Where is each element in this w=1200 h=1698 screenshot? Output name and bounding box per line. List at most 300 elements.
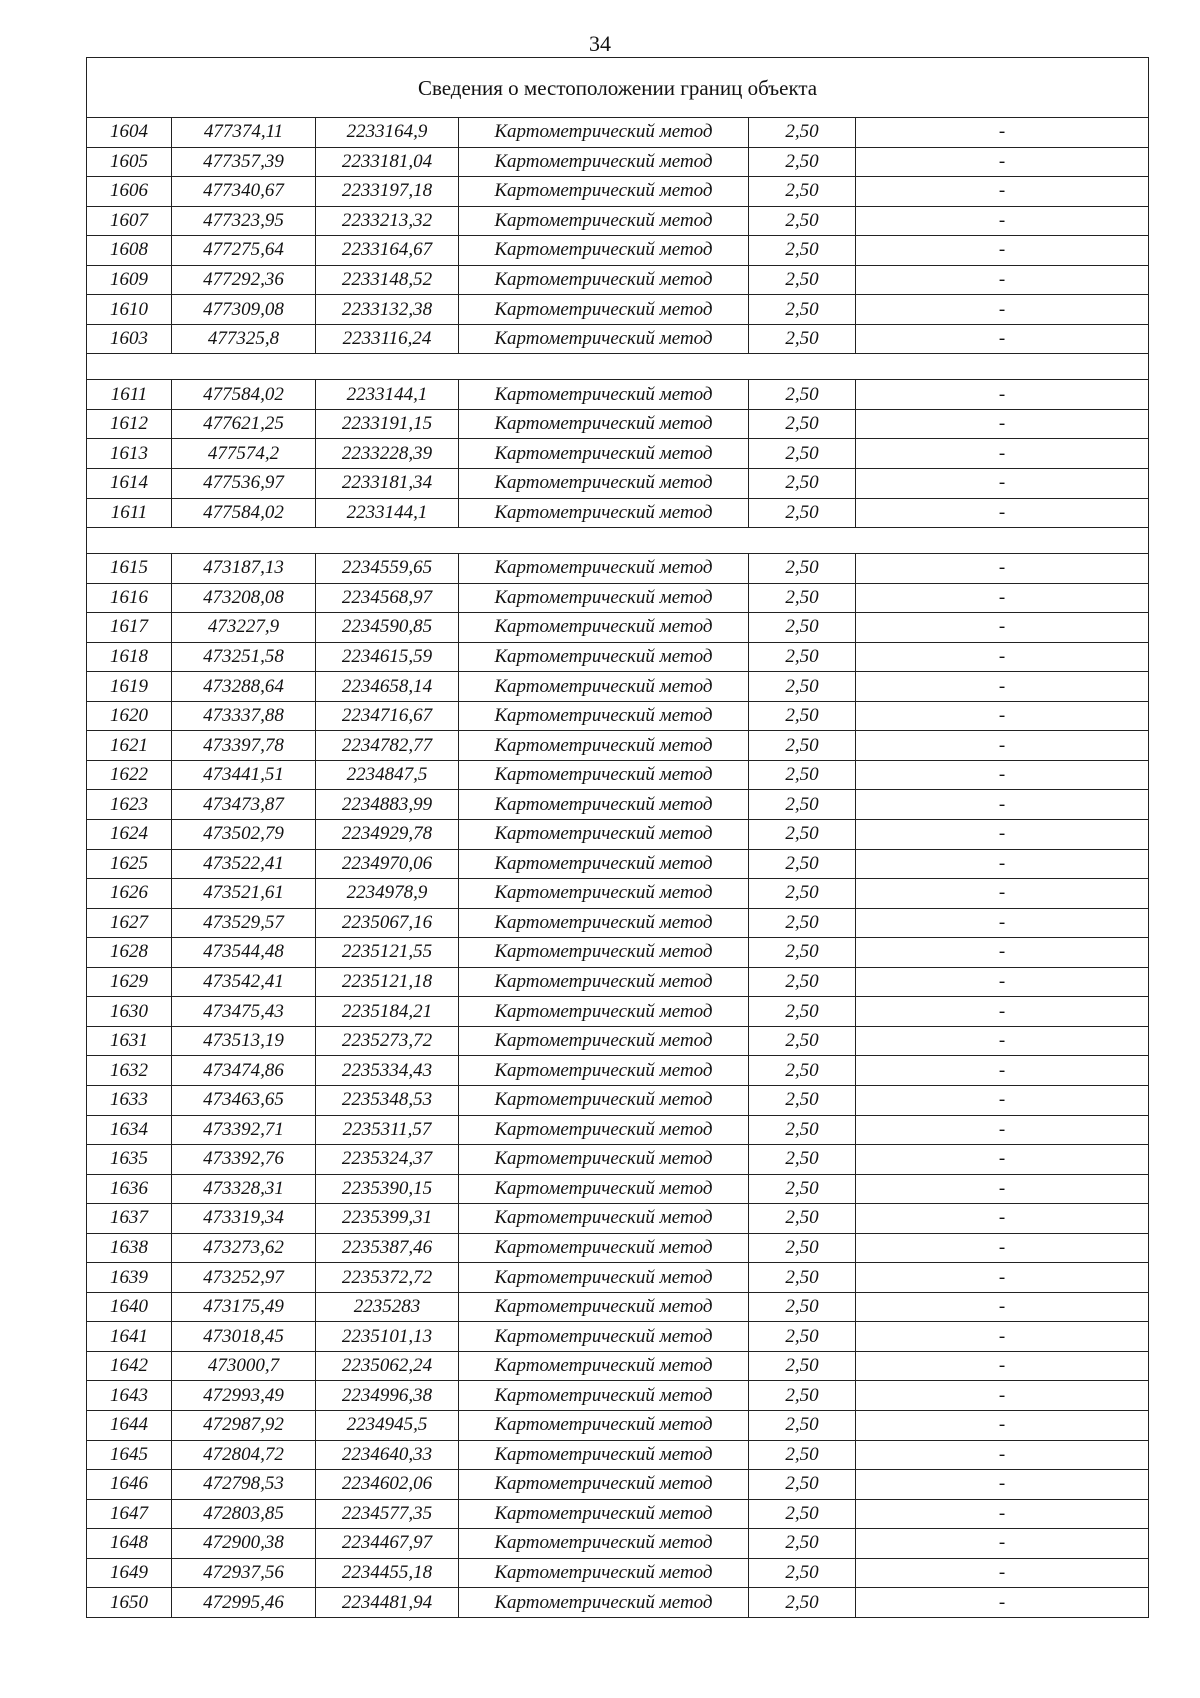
method-cell: Картометрический метод: [459, 1499, 749, 1529]
y-coordinate-cell: 2234883,99: [316, 790, 459, 820]
accuracy-cell: 2,50: [749, 409, 856, 439]
method-cell: Картометрический метод: [459, 1233, 749, 1263]
table-row: [87, 409, 1149, 439]
table-row: [87, 324, 1149, 354]
x-coordinate-cell: 473337,88: [172, 701, 316, 731]
description-cell: -: [856, 760, 1149, 790]
x-coordinate-cell: 473288,64: [172, 672, 316, 702]
x-coordinate-cell: 477621,25: [172, 409, 316, 439]
description-cell: -: [856, 439, 1149, 469]
method-cell: Картометрический метод: [459, 1440, 749, 1470]
x-coordinate-cell: 477374,11: [172, 118, 316, 148]
y-coordinate-cell: 2233213,32: [316, 206, 459, 236]
accuracy-cell: 2,50: [749, 820, 856, 850]
description-cell: -: [856, 147, 1149, 177]
x-coordinate-cell: 473463,65: [172, 1085, 316, 1115]
description-cell: -: [856, 1115, 1149, 1145]
boundary-coordinates-table: [86, 57, 1149, 1618]
table-row: [87, 613, 1149, 643]
y-coordinate-cell: 2235121,55: [316, 938, 459, 968]
y-coordinate-cell: 2233132,38: [316, 295, 459, 325]
table-row: [87, 1263, 1149, 1293]
table-row: [87, 790, 1149, 820]
point-number-cell: 1630: [87, 997, 172, 1027]
method-cell: Картометрический метод: [459, 1588, 749, 1618]
table-title: Сведения о местоположении границ объекта: [87, 58, 1149, 118]
description-cell: -: [856, 672, 1149, 702]
method-cell: Картометрический метод: [459, 1410, 749, 1440]
accuracy-cell: 2,50: [749, 967, 856, 997]
accuracy-cell: 2,50: [749, 206, 856, 236]
point-number-cell: 1650: [87, 1588, 172, 1618]
y-coordinate-cell: 2233228,39: [316, 439, 459, 469]
description-cell: -: [856, 1381, 1149, 1411]
x-coordinate-cell: 477292,36: [172, 265, 316, 295]
y-coordinate-cell: 2233116,24: [316, 324, 459, 354]
method-cell: Картометрический метод: [459, 324, 749, 354]
x-coordinate-cell: 473328,31: [172, 1174, 316, 1204]
table-row: [87, 1292, 1149, 1322]
table-row: [87, 295, 1149, 325]
description-cell: -: [856, 498, 1149, 528]
accuracy-cell: 2,50: [749, 177, 856, 207]
point-number-cell: 1647: [87, 1499, 172, 1529]
accuracy-cell: 2,50: [749, 380, 856, 410]
table-row: [87, 820, 1149, 850]
x-coordinate-cell: 473000,7: [172, 1351, 316, 1381]
table-row: [87, 701, 1149, 731]
x-coordinate-cell: 473474,86: [172, 1056, 316, 1086]
method-cell: Картометрический метод: [459, 118, 749, 148]
table-row: [87, 1351, 1149, 1381]
description-cell: -: [856, 324, 1149, 354]
point-number-cell: 1635: [87, 1145, 172, 1175]
table-row: [87, 177, 1149, 207]
description-cell: -: [856, 380, 1149, 410]
description-cell: -: [856, 1470, 1149, 1500]
table-row: [87, 1381, 1149, 1411]
y-coordinate-cell: 2235273,72: [316, 1026, 459, 1056]
point-number-cell: 1616: [87, 583, 172, 613]
description-cell: -: [856, 790, 1149, 820]
table-row: [87, 997, 1149, 1027]
point-number-cell: 1634: [87, 1115, 172, 1145]
table-row: [87, 1529, 1149, 1559]
point-number-cell: 1636: [87, 1174, 172, 1204]
method-cell: Картометрический метод: [459, 1558, 749, 1588]
y-coordinate-cell: 2235283: [316, 1292, 459, 1322]
point-number-cell: 1648: [87, 1529, 172, 1559]
y-coordinate-cell: 2235399,31: [316, 1204, 459, 1234]
y-coordinate-cell: 2234716,67: [316, 701, 459, 731]
table-row: [87, 118, 1149, 148]
y-coordinate-cell: 2234640,33: [316, 1440, 459, 1470]
table-row: [87, 1145, 1149, 1175]
x-coordinate-cell: 473251,58: [172, 642, 316, 672]
description-cell: -: [856, 469, 1149, 499]
method-cell: Картометрический метод: [459, 790, 749, 820]
description-cell: -: [856, 177, 1149, 207]
separator-row: [87, 354, 1149, 380]
method-cell: Картометрический метод: [459, 731, 749, 761]
method-cell: Картометрический метод: [459, 967, 749, 997]
table-row: [87, 1322, 1149, 1352]
y-coordinate-cell: 2235334,43: [316, 1056, 459, 1086]
description-cell: -: [856, 409, 1149, 439]
table-row: [87, 879, 1149, 909]
table-row: [87, 849, 1149, 879]
y-coordinate-cell: 2235184,21: [316, 997, 459, 1027]
x-coordinate-cell: 477584,02: [172, 380, 316, 410]
description-cell: -: [856, 879, 1149, 909]
accuracy-cell: 2,50: [749, 1529, 856, 1559]
x-coordinate-cell: 473542,41: [172, 967, 316, 997]
method-cell: Картометрический метод: [459, 820, 749, 850]
point-number-cell: 1620: [87, 701, 172, 731]
description-cell: -: [856, 206, 1149, 236]
table-row: [87, 642, 1149, 672]
method-cell: Картометрический метод: [459, 1381, 749, 1411]
method-cell: Картометрический метод: [459, 879, 749, 909]
table-row: [87, 1026, 1149, 1056]
method-cell: Картометрический метод: [459, 997, 749, 1027]
point-number-cell: 1644: [87, 1410, 172, 1440]
y-coordinate-cell: 2234559,65: [316, 554, 459, 584]
description-cell: -: [856, 295, 1149, 325]
accuracy-cell: 2,50: [749, 1499, 856, 1529]
y-coordinate-cell: 2235311,57: [316, 1115, 459, 1145]
accuracy-cell: 2,50: [749, 583, 856, 613]
point-number-cell: 1603: [87, 324, 172, 354]
description-cell: -: [856, 1085, 1149, 1115]
accuracy-cell: 2,50: [749, 324, 856, 354]
method-cell: Картометрический метод: [459, 380, 749, 410]
x-coordinate-cell: 473227,9: [172, 613, 316, 643]
accuracy-cell: 2,50: [749, 1145, 856, 1175]
accuracy-cell: 2,50: [749, 265, 856, 295]
method-cell: Картометрический метод: [459, 469, 749, 499]
method-cell: Картометрический метод: [459, 206, 749, 236]
point-number-cell: 1632: [87, 1056, 172, 1086]
description-cell: -: [856, 1440, 1149, 1470]
y-coordinate-cell: 2234929,78: [316, 820, 459, 850]
accuracy-cell: 2,50: [749, 1381, 856, 1411]
separator-cell: [87, 354, 1149, 380]
point-number-cell: 1641: [87, 1322, 172, 1352]
point-number-cell: 1611: [87, 380, 172, 410]
page-number: 34: [589, 31, 611, 56]
description-cell: -: [856, 265, 1149, 295]
table-row: [87, 1588, 1149, 1618]
accuracy-cell: 2,50: [749, 613, 856, 643]
y-coordinate-cell: 2234782,77: [316, 731, 459, 761]
x-coordinate-cell: 473392,76: [172, 1145, 316, 1175]
accuracy-cell: 2,50: [749, 938, 856, 968]
table-row: [87, 908, 1149, 938]
y-coordinate-cell: 2234978,9: [316, 879, 459, 909]
point-number-cell: 1624: [87, 820, 172, 850]
table-row: [87, 1499, 1149, 1529]
point-number-cell: 1609: [87, 265, 172, 295]
accuracy-cell: 2,50: [749, 731, 856, 761]
accuracy-cell: 2,50: [749, 236, 856, 266]
y-coordinate-cell: 2235372,72: [316, 1263, 459, 1293]
y-coordinate-cell: 2234996,38: [316, 1381, 459, 1411]
accuracy-cell: 2,50: [749, 849, 856, 879]
x-coordinate-cell: 473208,08: [172, 583, 316, 613]
description-cell: -: [856, 1263, 1149, 1293]
x-coordinate-cell: 477357,39: [172, 147, 316, 177]
accuracy-cell: 2,50: [749, 1440, 856, 1470]
table-title-row: [87, 58, 1149, 118]
description-cell: -: [856, 1056, 1149, 1086]
accuracy-cell: 2,50: [749, 1322, 856, 1352]
point-number-cell: 1625: [87, 849, 172, 879]
table-row: [87, 1470, 1149, 1500]
description-cell: -: [856, 1026, 1149, 1056]
method-cell: Картометрический метод: [459, 701, 749, 731]
accuracy-cell: 2,50: [749, 1026, 856, 1056]
point-number-cell: 1627: [87, 908, 172, 938]
accuracy-cell: 2,50: [749, 997, 856, 1027]
y-coordinate-cell: 2234602,06: [316, 1470, 459, 1500]
y-coordinate-cell: 2234577,35: [316, 1499, 459, 1529]
description-cell: -: [856, 613, 1149, 643]
accuracy-cell: 2,50: [749, 1204, 856, 1234]
description-cell: -: [856, 1410, 1149, 1440]
y-coordinate-cell: 2234615,59: [316, 642, 459, 672]
x-coordinate-cell: 472804,72: [172, 1440, 316, 1470]
accuracy-cell: 2,50: [749, 469, 856, 499]
table-row: [87, 1558, 1149, 1588]
separator-row: [87, 528, 1149, 554]
x-coordinate-cell: 473473,87: [172, 790, 316, 820]
accuracy-cell: 2,50: [749, 1558, 856, 1588]
x-coordinate-cell: 472900,38: [172, 1529, 316, 1559]
method-cell: Картометрический метод: [459, 1263, 749, 1293]
x-coordinate-cell: 473273,62: [172, 1233, 316, 1263]
accuracy-cell: 2,50: [749, 1233, 856, 1263]
method-cell: Картометрический метод: [459, 760, 749, 790]
x-coordinate-cell: 473319,34: [172, 1204, 316, 1234]
x-coordinate-cell: 473513,19: [172, 1026, 316, 1056]
point-number-cell: 1622: [87, 760, 172, 790]
method-cell: Картометрический метод: [459, 1351, 749, 1381]
table-row: [87, 265, 1149, 295]
description-cell: -: [856, 1174, 1149, 1204]
accuracy-cell: 2,50: [749, 790, 856, 820]
y-coordinate-cell: 2234658,14: [316, 672, 459, 702]
table-row: [87, 760, 1149, 790]
table-row: [87, 498, 1149, 528]
method-cell: Картометрический метод: [459, 672, 749, 702]
method-cell: Картометрический метод: [459, 265, 749, 295]
description-cell: -: [856, 118, 1149, 148]
point-number-cell: 1640: [87, 1292, 172, 1322]
description-cell: -: [856, 820, 1149, 850]
table-body: [87, 58, 1149, 1618]
method-cell: Картометрический метод: [459, 554, 749, 584]
description-cell: -: [856, 236, 1149, 266]
y-coordinate-cell: 2234847,5: [316, 760, 459, 790]
method-cell: Картометрический метод: [459, 1115, 749, 1145]
description-cell: -: [856, 908, 1149, 938]
accuracy-cell: 2,50: [749, 701, 856, 731]
y-coordinate-cell: 2235387,46: [316, 1233, 459, 1263]
y-coordinate-cell: 2235101,13: [316, 1322, 459, 1352]
point-number-cell: 1646: [87, 1470, 172, 1500]
accuracy-cell: 2,50: [749, 1263, 856, 1293]
separator-cell: [87, 528, 1149, 554]
point-number-cell: 1629: [87, 967, 172, 997]
y-coordinate-cell: 2233144,1: [316, 380, 459, 410]
description-cell: -: [856, 849, 1149, 879]
x-coordinate-cell: 477574,2: [172, 439, 316, 469]
x-coordinate-cell: 477536,97: [172, 469, 316, 499]
point-number-cell: 1639: [87, 1263, 172, 1293]
method-cell: Картометрический метод: [459, 1322, 749, 1352]
x-coordinate-cell: 473502,79: [172, 820, 316, 850]
x-coordinate-cell: 472993,49: [172, 1381, 316, 1411]
y-coordinate-cell: 2233197,18: [316, 177, 459, 207]
method-cell: Картометрический метод: [459, 236, 749, 266]
table-row: [87, 967, 1149, 997]
method-cell: Картометрический метод: [459, 177, 749, 207]
accuracy-cell: 2,50: [749, 147, 856, 177]
table-row: [87, 1115, 1149, 1145]
method-cell: Картометрический метод: [459, 498, 749, 528]
point-number-cell: 1637: [87, 1204, 172, 1234]
accuracy-cell: 2,50: [749, 672, 856, 702]
table-row: [87, 1410, 1149, 1440]
y-coordinate-cell: 2233181,34: [316, 469, 459, 499]
point-number-cell: 1643: [87, 1381, 172, 1411]
table-row: [87, 206, 1149, 236]
x-coordinate-cell: 477323,95: [172, 206, 316, 236]
accuracy-cell: 2,50: [749, 879, 856, 909]
y-coordinate-cell: 2233144,1: [316, 498, 459, 528]
y-coordinate-cell: 2235062,24: [316, 1351, 459, 1381]
y-coordinate-cell: 2235324,37: [316, 1145, 459, 1175]
description-cell: -: [856, 1292, 1149, 1322]
method-cell: Картометрический метод: [459, 908, 749, 938]
point-number-cell: 1626: [87, 879, 172, 909]
x-coordinate-cell: 473475,43: [172, 997, 316, 1027]
description-cell: -: [856, 1529, 1149, 1559]
method-cell: Картометрический метод: [459, 849, 749, 879]
method-cell: Картометрический метод: [459, 1145, 749, 1175]
table-row: [87, 1204, 1149, 1234]
x-coordinate-cell: 477275,64: [172, 236, 316, 266]
accuracy-cell: 2,50: [749, 1470, 856, 1500]
table-row: [87, 1085, 1149, 1115]
method-cell: Картометрический метод: [459, 938, 749, 968]
table-row: [87, 672, 1149, 702]
accuracy-cell: 2,50: [749, 554, 856, 584]
y-coordinate-cell: 2234970,06: [316, 849, 459, 879]
table-row: [87, 236, 1149, 266]
x-coordinate-cell: 477584,02: [172, 498, 316, 528]
method-cell: Картометрический метод: [459, 1174, 749, 1204]
y-coordinate-cell: 2235121,18: [316, 967, 459, 997]
table-row: [87, 554, 1149, 584]
method-cell: Картометрический метод: [459, 642, 749, 672]
x-coordinate-cell: 472803,85: [172, 1499, 316, 1529]
point-number-cell: 1631: [87, 1026, 172, 1056]
y-coordinate-cell: 2233148,52: [316, 265, 459, 295]
point-number-cell: 1617: [87, 613, 172, 643]
method-cell: Картометрический метод: [459, 409, 749, 439]
description-cell: -: [856, 1499, 1149, 1529]
x-coordinate-cell: 473397,78: [172, 731, 316, 761]
table-row: [87, 439, 1149, 469]
accuracy-cell: 2,50: [749, 295, 856, 325]
description-cell: -: [856, 1204, 1149, 1234]
x-coordinate-cell: 477309,08: [172, 295, 316, 325]
table-row: [87, 469, 1149, 499]
x-coordinate-cell: 473175,49: [172, 1292, 316, 1322]
x-coordinate-cell: 473252,97: [172, 1263, 316, 1293]
x-coordinate-cell: 473441,51: [172, 760, 316, 790]
y-coordinate-cell: 2234945,5: [316, 1410, 459, 1440]
x-coordinate-cell: 477340,67: [172, 177, 316, 207]
accuracy-cell: 2,50: [749, 1292, 856, 1322]
description-cell: -: [856, 583, 1149, 613]
accuracy-cell: 2,50: [749, 439, 856, 469]
accuracy-cell: 2,50: [749, 498, 856, 528]
description-cell: -: [856, 642, 1149, 672]
description-cell: -: [856, 701, 1149, 731]
table-row: [87, 1174, 1149, 1204]
point-number-cell: 1618: [87, 642, 172, 672]
method-cell: Картометрический метод: [459, 295, 749, 325]
point-number-cell: 1606: [87, 177, 172, 207]
x-coordinate-cell: 477325,8: [172, 324, 316, 354]
table-row: [87, 1233, 1149, 1263]
table-row: [87, 938, 1149, 968]
table-row: [87, 731, 1149, 761]
description-cell: -: [856, 1145, 1149, 1175]
point-number-cell: 1613: [87, 439, 172, 469]
method-cell: Картометрический метод: [459, 1056, 749, 1086]
x-coordinate-cell: 473522,41: [172, 849, 316, 879]
point-number-cell: 1628: [87, 938, 172, 968]
y-coordinate-cell: 2234455,18: [316, 1558, 459, 1588]
y-coordinate-cell: 2233164,67: [316, 236, 459, 266]
table-row: [87, 583, 1149, 613]
y-coordinate-cell: 2234467,97: [316, 1529, 459, 1559]
x-coordinate-cell: 473187,13: [172, 554, 316, 584]
method-cell: Картометрический метод: [459, 1529, 749, 1559]
x-coordinate-cell: 473392,71: [172, 1115, 316, 1145]
y-coordinate-cell: 2233191,15: [316, 409, 459, 439]
point-number-cell: 1614: [87, 469, 172, 499]
y-coordinate-cell: 2235390,15: [316, 1174, 459, 1204]
method-cell: Картометрический метод: [459, 1292, 749, 1322]
accuracy-cell: 2,50: [749, 118, 856, 148]
point-number-cell: 1610: [87, 295, 172, 325]
point-number-cell: 1605: [87, 147, 172, 177]
table-row: [87, 1056, 1149, 1086]
point-number-cell: 1623: [87, 790, 172, 820]
accuracy-cell: 2,50: [749, 760, 856, 790]
point-number-cell: 1612: [87, 409, 172, 439]
y-coordinate-cell: 2235348,53: [316, 1085, 459, 1115]
method-cell: Картометрический метод: [459, 439, 749, 469]
point-number-cell: 1645: [87, 1440, 172, 1470]
description-cell: -: [856, 554, 1149, 584]
y-coordinate-cell: 2235067,16: [316, 908, 459, 938]
